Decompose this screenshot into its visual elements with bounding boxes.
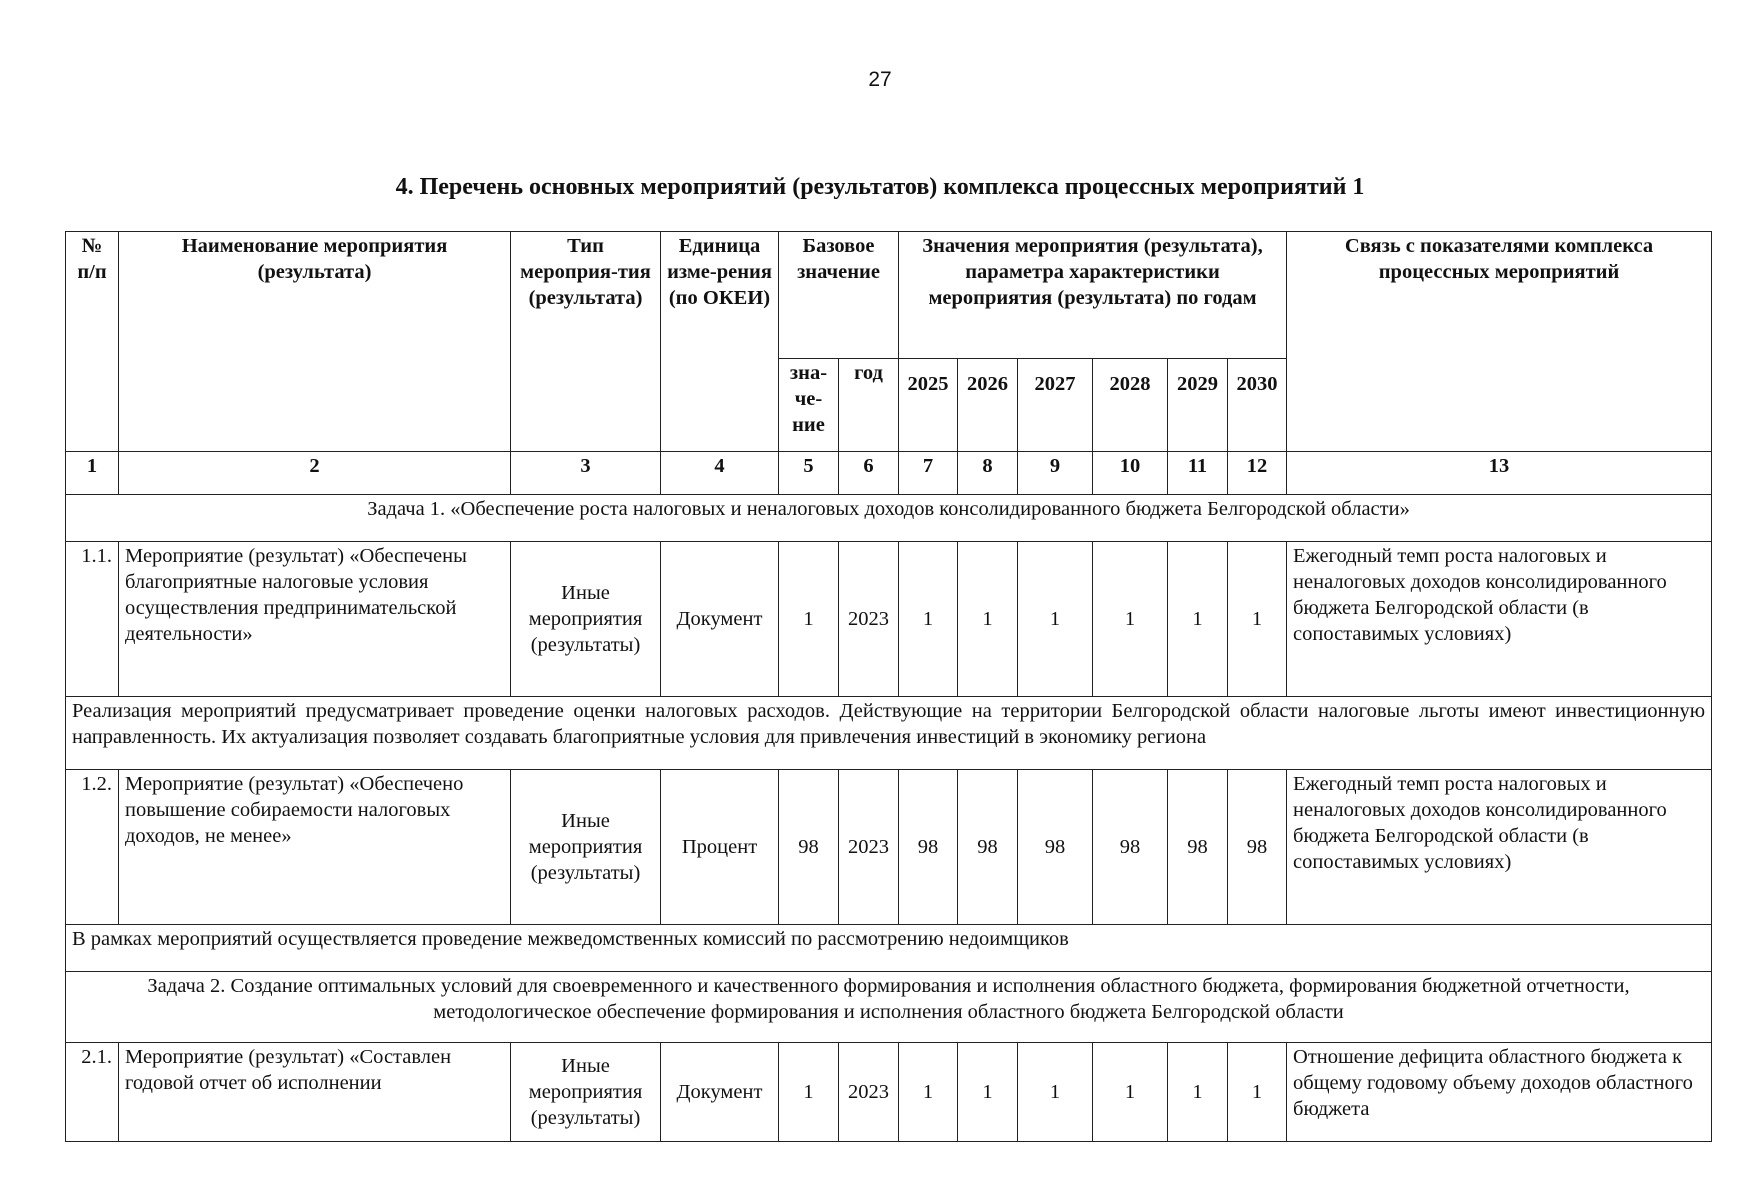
- item-value: 98: [1093, 770, 1168, 925]
- item-unit: Документ: [661, 1043, 779, 1142]
- header-num: № п/п: [66, 232, 119, 452]
- header-year: 2027: [1018, 359, 1093, 452]
- header-base: Базовое значение: [779, 232, 899, 359]
- item-value: 98: [1018, 770, 1093, 925]
- column-number: 2: [119, 452, 511, 495]
- item-base-value: 1: [779, 542, 839, 697]
- header-year: 2029: [1168, 359, 1228, 452]
- item-value: 98: [958, 770, 1018, 925]
- column-number: 13: [1287, 452, 1712, 495]
- item-value: 1: [958, 542, 1018, 697]
- item-value: 1: [1018, 542, 1093, 697]
- item-base-year: 2023: [839, 542, 899, 697]
- item-value: 98: [1168, 770, 1228, 925]
- item-value: 98: [1228, 770, 1287, 925]
- column-number: 3: [511, 452, 661, 495]
- header-row-1: [66, 232, 1712, 359]
- item-value: 1: [1228, 542, 1287, 697]
- table-row: [66, 770, 1712, 925]
- item-unit: Процент: [661, 770, 779, 925]
- column-number: 12: [1228, 452, 1287, 495]
- item-base-value: 1: [779, 1043, 839, 1142]
- item-name: Мероприятие (результат) «Обеспечены благоприятные налоговые условия осуществления предпринимательской деятельности»: [119, 542, 511, 697]
- header-year: 2030: [1228, 359, 1287, 452]
- header-type: Тип мероприя-тия (результата): [511, 232, 661, 452]
- item-value: 1: [1018, 1043, 1093, 1142]
- activities-table: [65, 231, 1712, 1142]
- column-number: 8: [958, 452, 1018, 495]
- column-number: 9: [1018, 452, 1093, 495]
- item-link: Ежегодный темп роста налоговых и неналоговых доходов консолидированного бюджета Белгородской области (в сопоставимых условиях): [1287, 542, 1712, 697]
- item-num: 2.1.: [66, 1043, 119, 1142]
- header-values: Значения мероприятия (результата), параметра характеристики мероприятия (результата) по годам: [899, 232, 1287, 359]
- item-type: Иные мероприятия (результаты): [511, 542, 661, 697]
- item-type: Иные мероприятия (результаты): [511, 1043, 661, 1142]
- table-row: [66, 542, 1712, 697]
- note-1: Реализация мероприятий предусматривает проведение оценки налоговых расходов. Действующие на территории Белгородской области налоговые льготы имеют инвестиционную направленность. Их актуализация позволяет создавать благоприятные условия для привлечения инвестиций в экономику региона: [66, 697, 1712, 770]
- task-1: Задача 1. «Обеспечение роста налоговых и неналоговых доходов консолидированного бюджета Белгородской области»: [66, 495, 1712, 542]
- item-num: 1.2.: [66, 770, 119, 925]
- note-row: [66, 925, 1712, 972]
- note-2: В рамках мероприятий осуществляется проведение межведомственных комиссий по рассмотрению недоимщиков: [66, 925, 1712, 972]
- header-year: 2028: [1093, 359, 1168, 452]
- header-unit: Единица изме-рения (по ОКЕИ): [661, 232, 779, 452]
- section-title: 4. Перечень основных мероприятий (результатов) комплекса процессных мероприятий 1: [395, 174, 1365, 200]
- column-number: 7: [899, 452, 958, 495]
- item-num: 1.1.: [66, 542, 119, 697]
- item-base-year: 2023: [839, 770, 899, 925]
- column-number: 11: [1168, 452, 1228, 495]
- item-value: 1: [1093, 1043, 1168, 1142]
- header-base-value: зна-че-ние: [779, 359, 839, 452]
- header-year: 2026: [958, 359, 1018, 452]
- item-name: Мероприятие (результат) «Обеспечено повышение собираемости налоговых доходов, не менее»: [119, 770, 511, 925]
- task-row: [66, 972, 1712, 1043]
- item-value: 1: [899, 542, 958, 697]
- page-number: 27: [868, 68, 892, 91]
- column-number: 6: [839, 452, 899, 495]
- table-row: [66, 1043, 1712, 1142]
- column-number: 1: [66, 452, 119, 495]
- item-type: Иные мероприятия (результаты): [511, 770, 661, 925]
- item-value: 98: [899, 770, 958, 925]
- task-2: Задача 2. Создание оптимальных условий для своевременного и качественного формирования и исполнения областного бюджета, формирования бюджетной отчетности, методологическое обеспечение формирования и исполнения областного бюджета Белгородской области: [66, 972, 1712, 1043]
- column-number: 10: [1093, 452, 1168, 495]
- header-year: 2025: [899, 359, 958, 452]
- header-link: Связь с показателями комплекса процессных мероприятий: [1287, 232, 1712, 452]
- item-name: Мероприятие (результат) «Составлен годовой отчет об исполнении: [119, 1043, 511, 1142]
- item-link: Отношение дефицита областного бюджета к общему годовому объему доходов областного бюджета: [1287, 1043, 1712, 1142]
- item-base-value: 98: [779, 770, 839, 925]
- item-value: 1: [1228, 1043, 1287, 1142]
- item-unit: Документ: [661, 542, 779, 697]
- item-value: 1: [899, 1043, 958, 1142]
- header-name: Наименование мероприятия (результата): [119, 232, 511, 452]
- task-row: [66, 495, 1712, 542]
- item-value: 1: [1168, 542, 1228, 697]
- item-value: 1: [958, 1043, 1018, 1142]
- item-base-year: 2023: [839, 1043, 899, 1142]
- column-number: 4: [661, 452, 779, 495]
- column-number-row: [66, 452, 1712, 495]
- item-link: Ежегодный темп роста налоговых и неналоговых доходов консолидированного бюджета Белгородской области (в сопоставимых условиях): [1287, 770, 1712, 925]
- note-row: [66, 697, 1712, 770]
- item-value: 1: [1168, 1043, 1228, 1142]
- header-base-year: год: [839, 359, 899, 452]
- item-value: 1: [1093, 542, 1168, 697]
- column-number: 5: [779, 452, 839, 495]
